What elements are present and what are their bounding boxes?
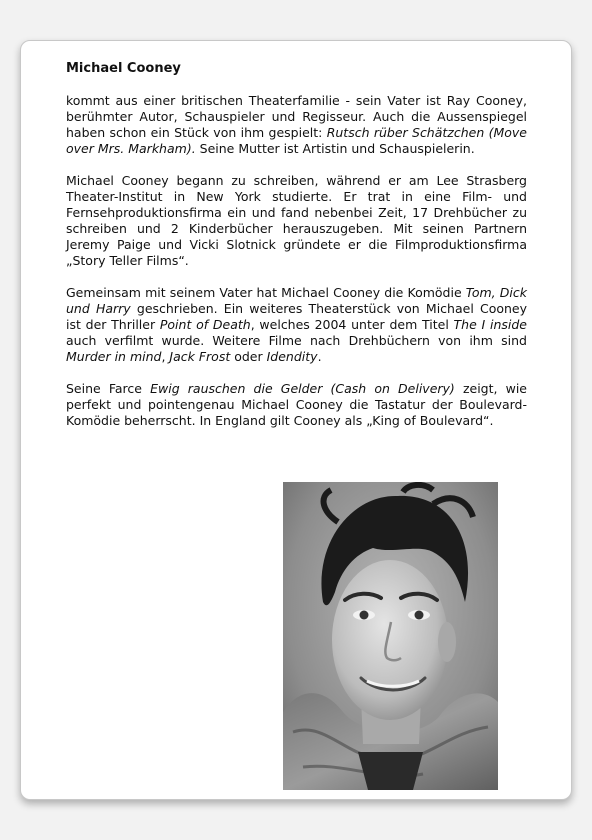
portrait-image [283, 482, 498, 790]
text-run: Gemeinsam mit seinem Vater hat Michael Cooney die Komödie [66, 285, 466, 300]
document-card [20, 40, 572, 800]
italic-text-run: Jack Frost [169, 349, 231, 364]
italic-text-run: Murder in mind [66, 349, 162, 364]
article [66, 61, 527, 429]
text-run: . [317, 349, 322, 364]
text-run: zeigt, wie perfekt und pointengenau Michael Cooney die Tastatur der Boulevard-Komödie beherrscht. In England gilt Cooney als „King of Boulevard“. [66, 381, 527, 428]
text-run: , [161, 349, 170, 364]
text-run: kommt aus einer britischen Theaterfamilie - sein Vater ist Ray Cooney, berühmter Autor, Schauspieler und Regisseur. Auch die Aussenspiegel haben schon ein Stück von ihm gespielt: [66, 93, 527, 140]
text-run: auch verfilmt wurde. Weitere Filme nach Drehbüchern von ihm sind [66, 333, 527, 348]
paragraph-career [66, 173, 527, 269]
italic-text-run: Idendity [266, 349, 318, 364]
paragraph-farce [66, 381, 527, 429]
text-run: , welches 2004 unter dem Titel [250, 317, 454, 332]
italic-text-run: Point of Death [159, 317, 251, 332]
paragraph-family [66, 93, 527, 157]
article-title: Michael Cooney [66, 61, 181, 76]
italic-text-run: Rutsch rüber Schätzchen (Move over Mrs. Markham). [66, 125, 527, 156]
text-run: Seine Mutter ist Artistin und Schauspielerin. [195, 141, 475, 156]
italic-text-run: Ewig rauschen die Gelder (Cash on Delivery) [150, 381, 455, 396]
text-run: geschrieben. Ein weiteres Theaterstück von Michael Cooney ist der Thriller [66, 301, 527, 332]
italic-text-run: Tom, Dick und Harry [66, 285, 527, 316]
portrait-photo [283, 482, 498, 790]
text-run: Michael Cooney begann zu schreiben, während er am Lee Strasberg Theater-Institut in New York studierte. Er trat in eine Film- und Fernsehproduktionsfirma ein und fand nebenbei Zeit, 17 Drehbücher zu schreiben und 2 Kinderbücher herauszugeben. Mit seinen Partnern Jeremy Paige und Vicki Slotnick gründete er die Filmproduktionsfirma „Story Teller Films“. [66, 173, 527, 268]
text-run: oder [230, 349, 267, 364]
paragraph-works [66, 285, 527, 365]
italic-text-run: The I inside [453, 317, 527, 332]
text-run: Seine Farce [66, 381, 151, 396]
